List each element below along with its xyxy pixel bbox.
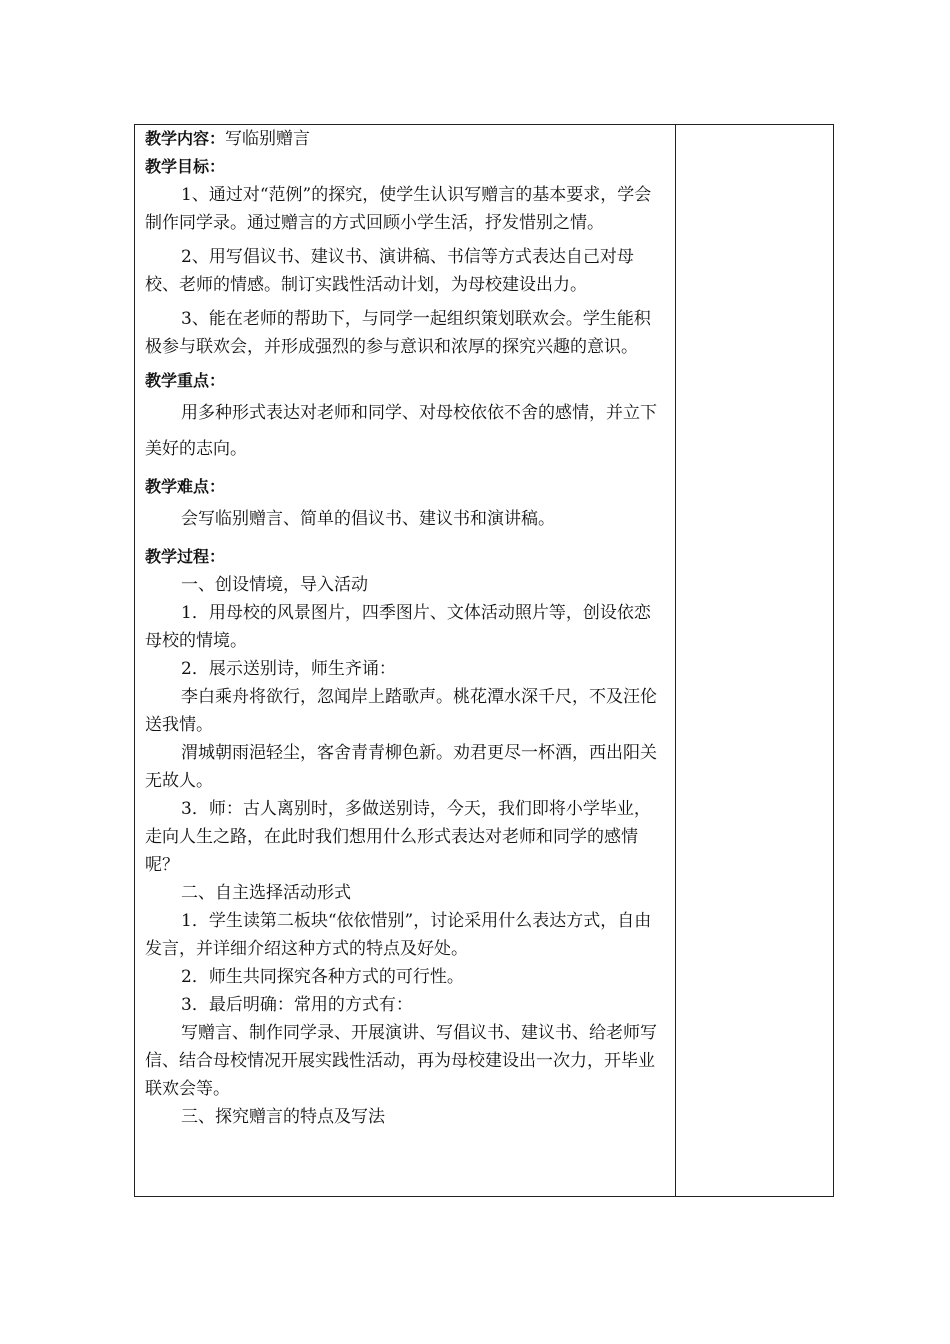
poem-line: 渭城朝雨浥轻尘，客舍青青柳色新。劝君更尽一杯酒，西出阳关无故人。 — [145, 743, 657, 791]
difficulty-heading: 教学难点： — [145, 477, 226, 496]
column-divider — [675, 125, 676, 1196]
process-item: 1．用母校的风景图片，四季图片、文体活动照片等，创设依恋母校的情境。 — [145, 603, 651, 651]
process-item: 3．最后明确：常用的方式有： — [181, 995, 413, 1015]
lesson-content-cell — [135, 125, 675, 1131]
process-heading: 教学过程： — [145, 547, 226, 566]
process-item: 2．师生共同探究各种方式的可行性。 — [181, 967, 464, 987]
process-item: 2．展示送别诗，师生齐诵： — [181, 659, 396, 679]
poem-line: 李白乘舟将欲行，忽闻岸上踏歌声。桃花潭水深千尺，不及汪伦送我情。 — [145, 687, 657, 735]
content-line — [145, 125, 666, 153]
goal-item: 2、用写倡议书、建议书、演讲稿、书信等方式表达自己对母校、老师的情感。制订实践性活动计划，为母校建设出力。 — [145, 247, 634, 295]
process-item: 一、创设情境，导入活动 — [181, 575, 368, 595]
process-item: 1．学生读第二板块“依依惜别”，讨论采用什么表达方式，自由发言，并详细介绍这种方式的特点及好处。 — [145, 911, 652, 959]
content-value: 写临别赠言 — [225, 129, 311, 149]
key-points-text: 用多种形式表达对老师和同学、对母校依依不舍的感情，并立下美好的志向。 — [145, 403, 657, 459]
key-points-heading: 教学重点： — [145, 371, 226, 390]
process-item: 三、探究赠言的特点及写法 — [181, 1107, 385, 1127]
goals-heading: 教学目标： — [145, 157, 226, 176]
lesson-plan-table — [134, 124, 834, 1197]
difficulty-text: 会写临别赠言、简单的倡议书、建议书和演讲稿。 — [181, 509, 555, 529]
process-item: 3．师：古人离别时，多做送别诗，今天，我们即将小学毕业，走向人生之路，在此时我们想用什么形式表达对老师和同学的感情呢？ — [145, 799, 651, 875]
process-item: 二、自主选择活动形式 — [181, 883, 351, 903]
process-item: 写赠言、制作同学录、开展演讲、写倡议书、建议书、给老师写信、结合母校情况开展实践性活动，再为母校建设出一次力，开毕业联欢会等。 — [145, 1023, 657, 1099]
goal-item: 3、能在老师的帮助下，与同学一起组织策划联欢会。学生能积极参与联欢会，并形成强烈的参与意识和浓厚的探究兴趣的意识。 — [145, 309, 651, 357]
goal-item: 1、通过对“范例”的探究，使学生认识写赠言的基本要求，学会制作同学录。通过赠言的方式回顾小学生活，抒发惜别之情。 — [145, 185, 652, 233]
content-label: 教学内容： — [145, 129, 226, 148]
